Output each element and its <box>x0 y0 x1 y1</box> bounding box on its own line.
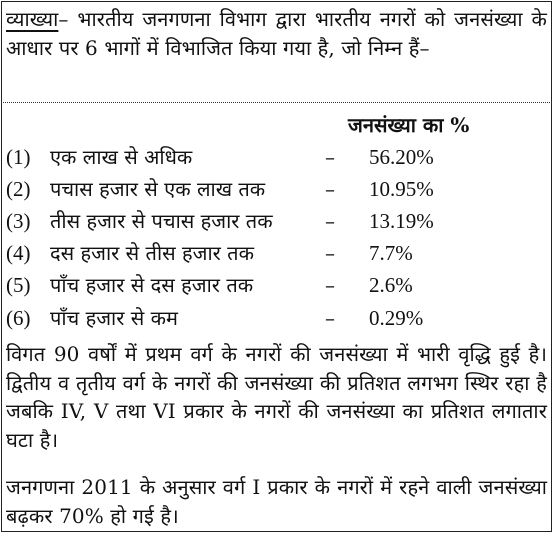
row-label: पाँच हजार से कम <box>50 306 178 330</box>
row-value: 7.7% <box>369 241 413 265</box>
row-number: (4) <box>6 241 31 265</box>
table-row <box>6 302 546 334</box>
row-value: 0.29% <box>369 306 424 330</box>
section-divider <box>1 102 552 103</box>
row-label: एक लाख से अधिक <box>50 145 193 169</box>
row-value: 56.20% <box>369 145 434 169</box>
row-dash: – <box>325 177 335 201</box>
table-row <box>6 173 546 205</box>
row-label: दस हजार से तीस हजार तक <box>50 241 254 265</box>
table-row <box>6 205 546 237</box>
row-dash: – <box>325 273 335 297</box>
trend-paragraph: विगत 90 वर्षों में प्रथम वर्ग के नगरों की जनसंख्या में भारी वृद्धि हुई है। द्वितीय व तृतीय वर्ग के नगरों की जनसंख्या की प्रतिशत लगभग स्थिर रहा है जबकि IV, V तथा VI प्रकार के नगरों की जनसंख्या का प्रतिशत लगातार घटा है। <box>6 342 547 452</box>
row-label: पाँच हजार से दस हजार तक <box>50 273 254 297</box>
row-value: 13.19% <box>369 209 434 233</box>
row-number: (5) <box>6 273 31 297</box>
row-label: तीस हजार से पचास हजार तक <box>50 209 273 233</box>
row-dash: – <box>325 209 335 233</box>
row-number: (3) <box>6 209 31 233</box>
census-paragraph: जनगणना 2011 के अनुसार वर्ग I प्रकार के नगरों में रहने वाली जनसंख्या बढ़कर 70% हो गई है। <box>6 475 547 528</box>
heading-separator: – <box>58 7 69 31</box>
table-row <box>6 269 546 301</box>
table-row <box>6 237 546 269</box>
row-dash: – <box>325 306 335 330</box>
row-value: 10.95% <box>369 177 434 201</box>
table-row <box>6 141 546 173</box>
population-percent-header: जनसंख्या का % <box>348 113 470 137</box>
row-number: (1) <box>6 145 31 169</box>
explanation-heading: व्याख्या <box>6 7 59 31</box>
row-dash: – <box>325 241 335 265</box>
row-dash: – <box>325 145 335 169</box>
row-label: पचास हजार से एक लाख तक <box>50 177 266 201</box>
intro-paragraph <box>6 5 547 62</box>
row-number: (6) <box>6 306 31 330</box>
row-number: (2) <box>6 177 31 201</box>
row-value: 2.6% <box>369 273 413 297</box>
intro-text: भारतीय जनगणना विभाग द्वारा भारतीय नगरों को जनसंख्या के आधार पर 6 भागों में विभाजित किया गया है, जो निम्न हैं– <box>6 7 547 60</box>
